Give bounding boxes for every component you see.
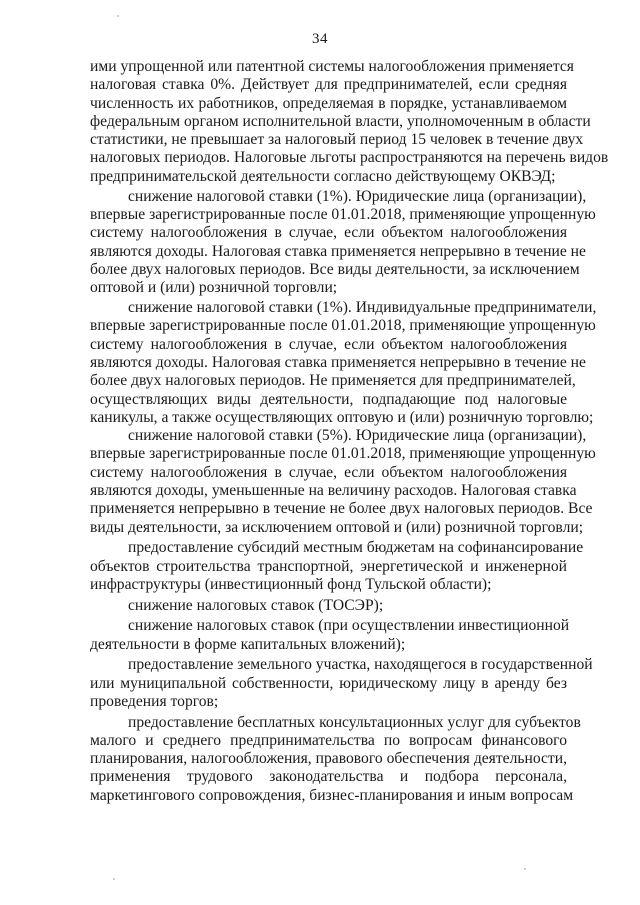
paragraph-subsidies [90, 539, 584, 594]
text-line: объектов строительства транспортной, энергетической и инженерной [90, 557, 567, 575]
text-line: предоставление земельного участка, находящегося в государственной [128, 656, 593, 674]
text-line: каникулы, а также осуществляющих оптовую и (или) розничную торговлю; [90, 408, 594, 426]
text-line: планирования, налогообложения, правового обеспечения деятельности, [90, 750, 567, 768]
text-line: систему налогообложения в случае, если объектом налогообложения [90, 224, 567, 242]
text-line: малого и среднего предпринимательства по вопросам финансового [90, 731, 567, 749]
text-line: являются доходы. Налоговая ставка применяется непрерывно в течение не [90, 242, 586, 260]
text-line: предоставление субсидий местным бюджетам на софинансирование [128, 539, 584, 557]
text-line: систему налогообложения в случае, если объектом налогообложения [90, 335, 567, 353]
scan-speck [117, 15, 119, 17]
text-line: более двух налоговых периодов. Все виды деятельности, за исключением [90, 260, 580, 278]
text-line: снижение налоговых ставок (ТОСЭР); [128, 596, 384, 614]
paragraph-rate-5-percent [90, 427, 596, 537]
text-line: деятельности в форме капитальных вложений); [90, 635, 406, 653]
text-line: предпринимательской деятельности согласно действующему ОКВЭД; [90, 167, 556, 185]
text-line: налоговых периодов. Налоговые льготы распространяются на перечень видов [90, 149, 609, 167]
text-line: или муниципальной собственности, юридическому лицу в аренду без [90, 674, 567, 692]
paragraph-investment-rates [90, 617, 570, 654]
text-line: являются доходы, уменьшенные на величину расходов. Налоговая ставка [90, 482, 577, 500]
paragraph-zero-rate [90, 58, 609, 186]
text-line: маркетингового сопровождения, бизнес-планирования и иным вопросам [90, 786, 574, 804]
paragraph-tosar [90, 597, 567, 615]
text-line: снижение налоговых ставок (при осуществлении инвестиционной [128, 617, 570, 635]
scan-speck [113, 878, 115, 880]
body-text [90, 58, 609, 805]
text-line: численность их работников, определяемая в порядке, устанавливаемом [90, 94, 567, 112]
text-line: более двух налоговых периодов. Не применяется для предпринимателей, [90, 372, 576, 390]
paragraph-rate-1-percent-entrepreneurs [90, 299, 597, 427]
text-line: налоговая ставка 0%. Действует для предпринимателей, если средняя [90, 76, 567, 94]
text-line: применения трудового законодательства и подбора персонала, [90, 768, 567, 786]
text-line: оптовой и (или) розничной торговли; [90, 279, 338, 297]
text-line: статистики, не превышает за налоговый период 15 человек в течение двух [90, 131, 584, 149]
text-line: федеральным органом исполнительной власти, уполномоченным в области [90, 112, 591, 130]
paragraph-land-plot [90, 656, 593, 711]
text-line: снижение налоговой ставки (1%). Юридические лица (организации), [128, 187, 587, 205]
text-line: впервые зарегистрированные после 01.01.2018, применяющие упрощенную [90, 205, 596, 223]
text-line: являются доходы. Налоговая ставка применяется непрерывно в течение не [90, 353, 586, 371]
text-line: снижение налоговой ставки (1%). Индивидуальные предприниматели, [128, 299, 597, 317]
scan-speck [524, 868, 526, 870]
text-line: проведения торгов; [90, 692, 219, 710]
text-line: осуществляющих виды деятельности, подпадающие под налоговые [90, 390, 567, 408]
page-number: 34 [312, 31, 328, 47]
paragraph-consulting-services [90, 713, 581, 805]
text-line: применяется непрерывно в течение не более двух налоговых периодов. Все [90, 500, 593, 518]
text-line: снижение налоговой ставки (5%). Юридические лица (организации), [128, 427, 587, 445]
text-line: предоставление бесплатных консультационных услуг для субъектов [128, 713, 581, 731]
text-line: инфраструктуры (инвестиционный фонд Тульской области); [90, 575, 492, 593]
text-line: виды деятельности, за исключением оптовой и (или) розничной торговли; [90, 518, 584, 536]
text-line: ими упрощенной или патентной системы налогообложения применяется [90, 58, 574, 75]
text-line: впервые зарегистрированные после 01.01.2018, применяющие упрощенную [90, 317, 596, 335]
text-line: систему налогообложения в случае, если объектом налогообложения [90, 463, 567, 481]
text-line: впервые зарегистрированные после 01.01.2018, применяющие упрощенную [90, 445, 596, 463]
paragraph-rate-1-percent-organizations [90, 187, 596, 298]
